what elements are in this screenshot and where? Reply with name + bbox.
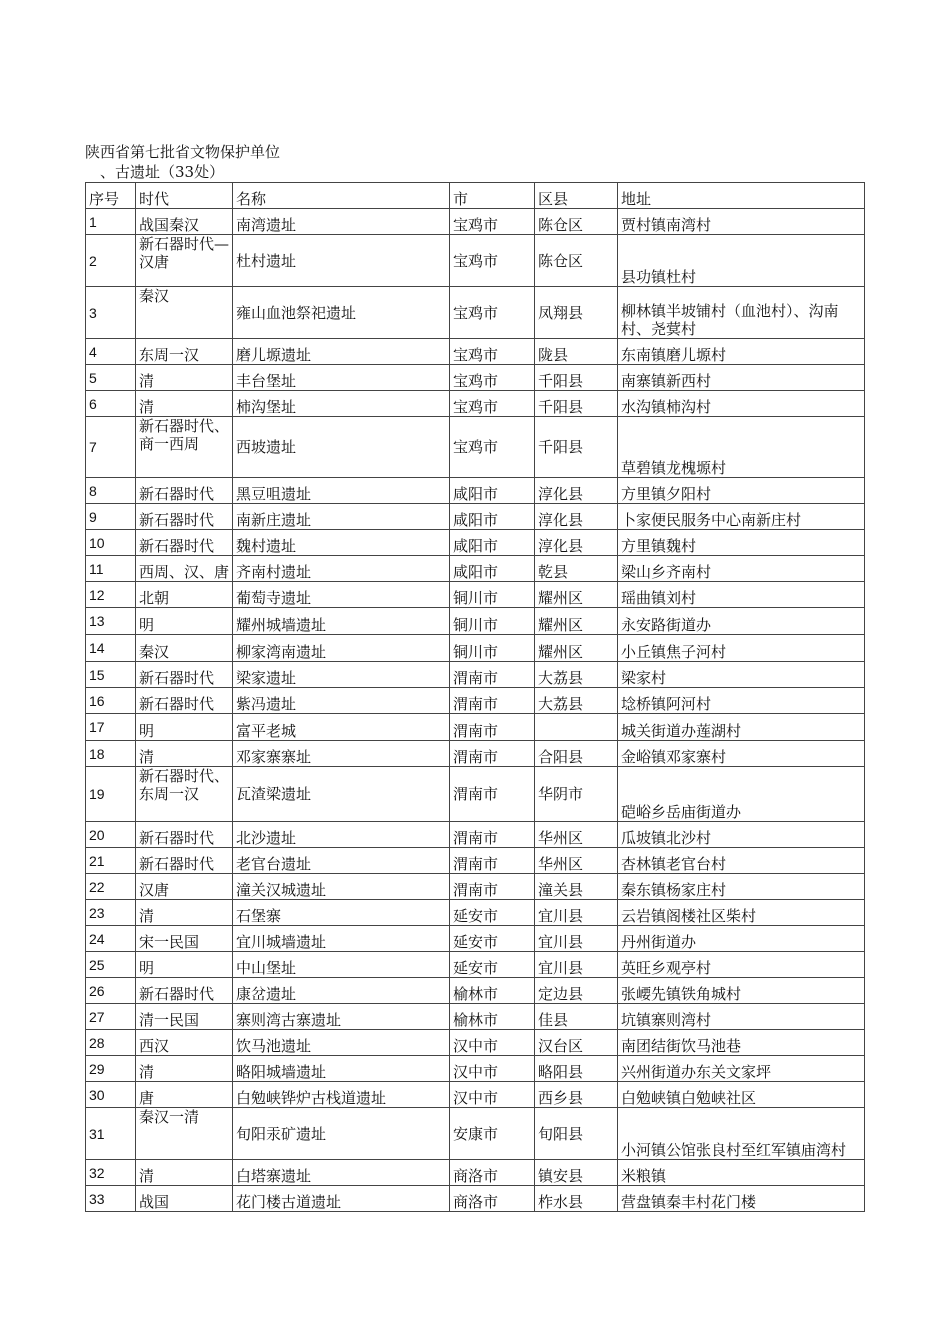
- cell-row-number: 27: [86, 1004, 136, 1030]
- cell-district: 陈仓区: [535, 235, 618, 287]
- cell-site-name: 柳家湾南遗址: [233, 635, 450, 662]
- cell-row-number: 31: [86, 1108, 136, 1160]
- table-row: [86, 339, 865, 365]
- column-header-row-number: 序号: [86, 183, 136, 209]
- column-header-site-name: 名称: [233, 183, 450, 209]
- cell-period: 西汉: [136, 1030, 233, 1056]
- cell-site-name: 磨儿塬遗址: [233, 339, 450, 365]
- cell-site-name: 葡萄寺遗址: [233, 582, 450, 608]
- table-header-row: [86, 183, 865, 209]
- cell-row-number: 32: [86, 1160, 136, 1186]
- cell-site-name: 耀州城墙遗址: [233, 608, 450, 635]
- cell-site-name: 康岔遗址: [233, 978, 450, 1004]
- cell-row-number: 21: [86, 848, 136, 874]
- cell-address: 埝桥镇阿河村: [618, 688, 865, 714]
- cell-district: 大荔县: [535, 662, 618, 688]
- cell-district: 定边县: [535, 978, 618, 1004]
- table-row: [86, 391, 865, 417]
- cell-period: 唐: [136, 1082, 233, 1108]
- cell-site-name: 梁家遗址: [233, 662, 450, 688]
- cell-address: 永安路街道办: [618, 608, 865, 635]
- period-text: 新石器时代—汉唐: [139, 235, 229, 271]
- cell-period: 东周一汉: [136, 339, 233, 365]
- cell-address: 方里镇夕阳村: [618, 478, 865, 504]
- table-row: [86, 1160, 865, 1186]
- cell-city: 商洛市: [450, 1186, 535, 1212]
- table-row: [86, 1056, 865, 1082]
- cell-row-number: 19: [86, 767, 136, 822]
- cell-period: 新石器时代: [136, 688, 233, 714]
- table-row: [86, 504, 865, 530]
- table-row: [86, 926, 865, 952]
- cell-district: 耀州区: [535, 582, 618, 608]
- cell-row-number: 23: [86, 900, 136, 926]
- cell-address: 杏林镇老官台村: [618, 848, 865, 874]
- cell-address: 小丘镇焦子河村: [618, 635, 865, 662]
- cell-period: 明: [136, 952, 233, 978]
- cell-city: 宝鸡市: [450, 417, 535, 478]
- cell-district: 淳化县: [535, 478, 618, 504]
- cell-row-number: 14: [86, 635, 136, 662]
- cell-district: 宜川县: [535, 952, 618, 978]
- cell-site-name: 富平老城: [233, 714, 450, 741]
- table-row: [86, 874, 865, 900]
- cell-city: 宝鸡市: [450, 209, 535, 235]
- cell-site-name: 南新庄遗址: [233, 504, 450, 530]
- cell-district: 千阳县: [535, 417, 618, 478]
- cell-district: 华阴市: [535, 767, 618, 822]
- period-text: 秦汉一清: [139, 1108, 200, 1126]
- section-heading: 、古遗址（33处）: [100, 163, 225, 181]
- table-row: [86, 1004, 865, 1030]
- period-text: 秦汉: [139, 287, 170, 305]
- table-row: [86, 209, 865, 235]
- cell-site-name: 石堡寨: [233, 900, 450, 926]
- column-header-period: 时代: [136, 183, 233, 209]
- table-row: [86, 556, 865, 582]
- table-row: [86, 365, 865, 391]
- table-row: [86, 952, 865, 978]
- cell-district: 旬阳县: [535, 1108, 618, 1160]
- cell-period: 清: [136, 741, 233, 767]
- cell-site-name: 北沙遗址: [233, 822, 450, 848]
- cell-address: 张崾先镇铁角城村: [618, 978, 865, 1004]
- cell-address: 英旺乡观亭村: [618, 952, 865, 978]
- column-header-city: 市: [450, 183, 535, 209]
- table-row: [86, 635, 865, 662]
- cell-district: 宜川县: [535, 900, 618, 926]
- cell-period: 清: [136, 365, 233, 391]
- cell-city: 延安市: [450, 926, 535, 952]
- cell-row-number: 9: [86, 504, 136, 530]
- table-row: [86, 662, 865, 688]
- cell-row-number: 3: [86, 287, 136, 339]
- cell-period: [136, 235, 233, 287]
- table-row: [86, 822, 865, 848]
- cell-address: 小河镇公馆张良村至红军镇庙湾村: [618, 1108, 865, 1160]
- cell-row-number: 25: [86, 952, 136, 978]
- cell-district: 合阳县: [535, 741, 618, 767]
- column-header-district: 区县: [535, 183, 618, 209]
- cell-city: 宝鸡市: [450, 287, 535, 339]
- cell-period: 新石器时代: [136, 530, 233, 556]
- cell-district: 凤翔县: [535, 287, 618, 339]
- cell-row-number: 4: [86, 339, 136, 365]
- cell-site-name: 宜川城墙遗址: [233, 926, 450, 952]
- cell-city: 铜川市: [450, 635, 535, 662]
- table-row: [86, 1108, 865, 1160]
- cell-period: 清: [136, 391, 233, 417]
- cell-period: [136, 287, 233, 339]
- cell-district: 乾县: [535, 556, 618, 582]
- cell-row-number: 16: [86, 688, 136, 714]
- cell-row-number: 26: [86, 978, 136, 1004]
- cell-address: 米粮镇: [618, 1160, 865, 1186]
- cell-period: 新石器时代: [136, 978, 233, 1004]
- cell-address: 卜家便民服务中心南新庄村: [618, 504, 865, 530]
- cell-period: 宋一民国: [136, 926, 233, 952]
- cell-period: 秦汉: [136, 635, 233, 662]
- cell-city: 榆林市: [450, 978, 535, 1004]
- cell-district: 西乡县: [535, 1082, 618, 1108]
- cell-city: 汉中市: [450, 1082, 535, 1108]
- table-row: [86, 741, 865, 767]
- cell-city: 咸阳市: [450, 478, 535, 504]
- cell-row-number: 20: [86, 822, 136, 848]
- cell-site-name: 旬阳汞矿遗址: [233, 1108, 450, 1160]
- cell-district: 陈仓区: [535, 209, 618, 235]
- cell-address: 营盘镇秦丰村花门楼: [618, 1186, 865, 1212]
- cell-site-name: 花门楼古道遗址: [233, 1186, 450, 1212]
- cell-row-number: 12: [86, 582, 136, 608]
- table-row: [86, 1186, 865, 1212]
- cell-site-name: 黑豆咀遗址: [233, 478, 450, 504]
- table-row: [86, 978, 865, 1004]
- cell-address: 南寨镇新西村: [618, 365, 865, 391]
- cell-city: 宝鸡市: [450, 339, 535, 365]
- cell-city: 宝鸡市: [450, 391, 535, 417]
- cell-district: 耀州区: [535, 635, 618, 662]
- heritage-sites-table: [85, 182, 865, 1212]
- cell-address: 方里镇魏村: [618, 530, 865, 556]
- cell-city: 宝鸡市: [450, 365, 535, 391]
- cell-row-number: 5: [86, 365, 136, 391]
- cell-site-name: 柿沟堡址: [233, 391, 450, 417]
- cell-site-name: 略阳城墙遗址: [233, 1056, 450, 1082]
- cell-address: 柳林镇半坡铺村（血池村）、沟南村、尧蓂村: [618, 287, 865, 339]
- cell-site-name: 寨则湾古寨遗址: [233, 1004, 450, 1030]
- cell-row-number: 24: [86, 926, 136, 952]
- cell-district: 淳化县: [535, 530, 618, 556]
- cell-row-number: 33: [86, 1186, 136, 1212]
- cell-row-number: 8: [86, 478, 136, 504]
- cell-district: 千阳县: [535, 391, 618, 417]
- cell-site-name: 齐南村遗址: [233, 556, 450, 582]
- cell-address: 兴州街道办东关文家坪: [618, 1056, 865, 1082]
- cell-period: 新石器时代: [136, 478, 233, 504]
- cell-address: 梁山乡齐南村: [618, 556, 865, 582]
- column-header-address: 地址: [618, 183, 865, 209]
- cell-city: 商洛市: [450, 1160, 535, 1186]
- cell-district: 大荔县: [535, 688, 618, 714]
- table-row: [86, 1030, 865, 1056]
- cell-address: 梁家村: [618, 662, 865, 688]
- cell-address: 水沟镇柿沟村: [618, 391, 865, 417]
- cell-city: 宝鸡市: [450, 235, 535, 287]
- cell-city: 咸阳市: [450, 530, 535, 556]
- cell-address: 草碧镇龙槐塬村: [618, 417, 865, 478]
- cell-district: 华州区: [535, 822, 618, 848]
- cell-row-number: 22: [86, 874, 136, 900]
- cell-city: 渭南市: [450, 874, 535, 900]
- document-title: 陕西省第七批省文物保护单位: [85, 143, 281, 161]
- cell-city: 安康市: [450, 1108, 535, 1160]
- cell-district: 淳化县: [535, 504, 618, 530]
- cell-site-name: 潼关汉城遗址: [233, 874, 450, 900]
- cell-site-name: 西坡遗址: [233, 417, 450, 478]
- cell-address: 白勉峡镇白勉峡社区: [618, 1082, 865, 1108]
- cell-district: 华州区: [535, 848, 618, 874]
- table-row: [86, 530, 865, 556]
- cell-site-name: 魏村遗址: [233, 530, 450, 556]
- cell-city: 渭南市: [450, 767, 535, 822]
- cell-row-number: 10: [86, 530, 136, 556]
- cell-address: 瓜坡镇北沙村: [618, 822, 865, 848]
- cell-period: 清: [136, 900, 233, 926]
- cell-city: 渭南市: [450, 848, 535, 874]
- cell-period: 清一民国: [136, 1004, 233, 1030]
- table-row: [86, 608, 865, 635]
- cell-row-number: 7: [86, 417, 136, 478]
- table-row: [86, 900, 865, 926]
- cell-city: 铜川市: [450, 582, 535, 608]
- cell-district: 陇县: [535, 339, 618, 365]
- cell-row-number: 1: [86, 209, 136, 235]
- cell-row-number: 2: [86, 235, 136, 287]
- cell-period: 新石器时代: [136, 822, 233, 848]
- cell-period: 北朝: [136, 582, 233, 608]
- cell-district: 宜川县: [535, 926, 618, 952]
- cell-site-name: 中山堡址: [233, 952, 450, 978]
- cell-row-number: 17: [86, 714, 136, 741]
- cell-city: 渭南市: [450, 688, 535, 714]
- table-row: [86, 235, 865, 287]
- cell-site-name: 邓家寨寨址: [233, 741, 450, 767]
- cell-site-name: 老官台遗址: [233, 848, 450, 874]
- table-row: [86, 1082, 865, 1108]
- cell-period: 战国秦汉: [136, 209, 233, 235]
- cell-district: 柞水县: [535, 1186, 618, 1212]
- cell-address: 瑶曲镇刘村: [618, 582, 865, 608]
- table-row: [86, 848, 865, 874]
- cell-period: [136, 1108, 233, 1160]
- cell-city: 渭南市: [450, 741, 535, 767]
- cell-city: 延安市: [450, 900, 535, 926]
- table-row: [86, 417, 865, 478]
- table-row: [86, 287, 865, 339]
- cell-city: 渭南市: [450, 822, 535, 848]
- cell-address: 城关街道办莲湖村: [618, 714, 865, 741]
- cell-district: [535, 714, 618, 741]
- table-row: [86, 767, 865, 822]
- cell-district: 潼关县: [535, 874, 618, 900]
- cell-city: 渭南市: [450, 662, 535, 688]
- cell-period: 西周、汉、唐: [136, 556, 233, 582]
- cell-period: 清: [136, 1056, 233, 1082]
- cell-address: 云岩镇阁楼社区柴村: [618, 900, 865, 926]
- cell-site-name: 南湾遗址: [233, 209, 450, 235]
- cell-city: 汉中市: [450, 1056, 535, 1082]
- cell-row-number: 28: [86, 1030, 136, 1056]
- cell-site-name: 白塔寨遗址: [233, 1160, 450, 1186]
- cell-period: [136, 767, 233, 822]
- cell-address: 贾村镇南湾村: [618, 209, 865, 235]
- cell-district: 耀州区: [535, 608, 618, 635]
- cell-row-number: 13: [86, 608, 136, 635]
- cell-site-name: 杜村遗址: [233, 235, 450, 287]
- cell-address: 金峪镇邓家寨村: [618, 741, 865, 767]
- cell-row-number: 29: [86, 1056, 136, 1082]
- cell-site-name: 饮马池遗址: [233, 1030, 450, 1056]
- cell-row-number: 11: [86, 556, 136, 582]
- table-row: [86, 478, 865, 504]
- cell-period: 新石器时代: [136, 848, 233, 874]
- period-text: 新石器时代、商一西周: [139, 417, 229, 453]
- cell-district: 镇安县: [535, 1160, 618, 1186]
- cell-address: 南团结街饮马池巷: [618, 1030, 865, 1056]
- table-row: [86, 714, 865, 741]
- period-text: 新石器时代、东周一汉: [139, 767, 229, 803]
- cell-address: 东南镇磨儿塬村: [618, 339, 865, 365]
- cell-address: 坑镇寨则湾村: [618, 1004, 865, 1030]
- cell-address: 硙峪乡岳庙街道办: [618, 767, 865, 822]
- cell-period: 清: [136, 1160, 233, 1186]
- cell-address: 丹州街道办: [618, 926, 865, 952]
- cell-row-number: 6: [86, 391, 136, 417]
- cell-address: 县功镇杜村: [618, 235, 865, 287]
- cell-row-number: 30: [86, 1082, 136, 1108]
- table-row: [86, 582, 865, 608]
- cell-city: 渭南市: [450, 714, 535, 741]
- cell-period: 新石器时代: [136, 662, 233, 688]
- cell-city: 铜川市: [450, 608, 535, 635]
- cell-period: 汉唐: [136, 874, 233, 900]
- cell-site-name: 白勉峡铧炉古栈道遗址: [233, 1082, 450, 1108]
- cell-district: 佳县: [535, 1004, 618, 1030]
- cell-site-name: 丰台堡址: [233, 365, 450, 391]
- cell-address: 秦东镇杨家庄村: [618, 874, 865, 900]
- cell-site-name: 紫冯遗址: [233, 688, 450, 714]
- cell-district: 汉台区: [535, 1030, 618, 1056]
- cell-period: 明: [136, 608, 233, 635]
- table-row: [86, 688, 865, 714]
- cell-district: 千阳县: [535, 365, 618, 391]
- cell-period: 新石器时代: [136, 504, 233, 530]
- cell-site-name: 雍山血池祭祀遗址: [233, 287, 450, 339]
- cell-period: 明: [136, 714, 233, 741]
- cell-period: [136, 417, 233, 478]
- cell-city: 延安市: [450, 952, 535, 978]
- cell-site-name: 瓦渣梁遗址: [233, 767, 450, 822]
- cell-row-number: 18: [86, 741, 136, 767]
- cell-city: 榆林市: [450, 1004, 535, 1030]
- cell-city: 咸阳市: [450, 504, 535, 530]
- cell-district: 略阳县: [535, 1056, 618, 1082]
- cell-city: 汉中市: [450, 1030, 535, 1056]
- cell-row-number: 15: [86, 662, 136, 688]
- cell-city: 咸阳市: [450, 556, 535, 582]
- cell-period: 战国: [136, 1186, 233, 1212]
